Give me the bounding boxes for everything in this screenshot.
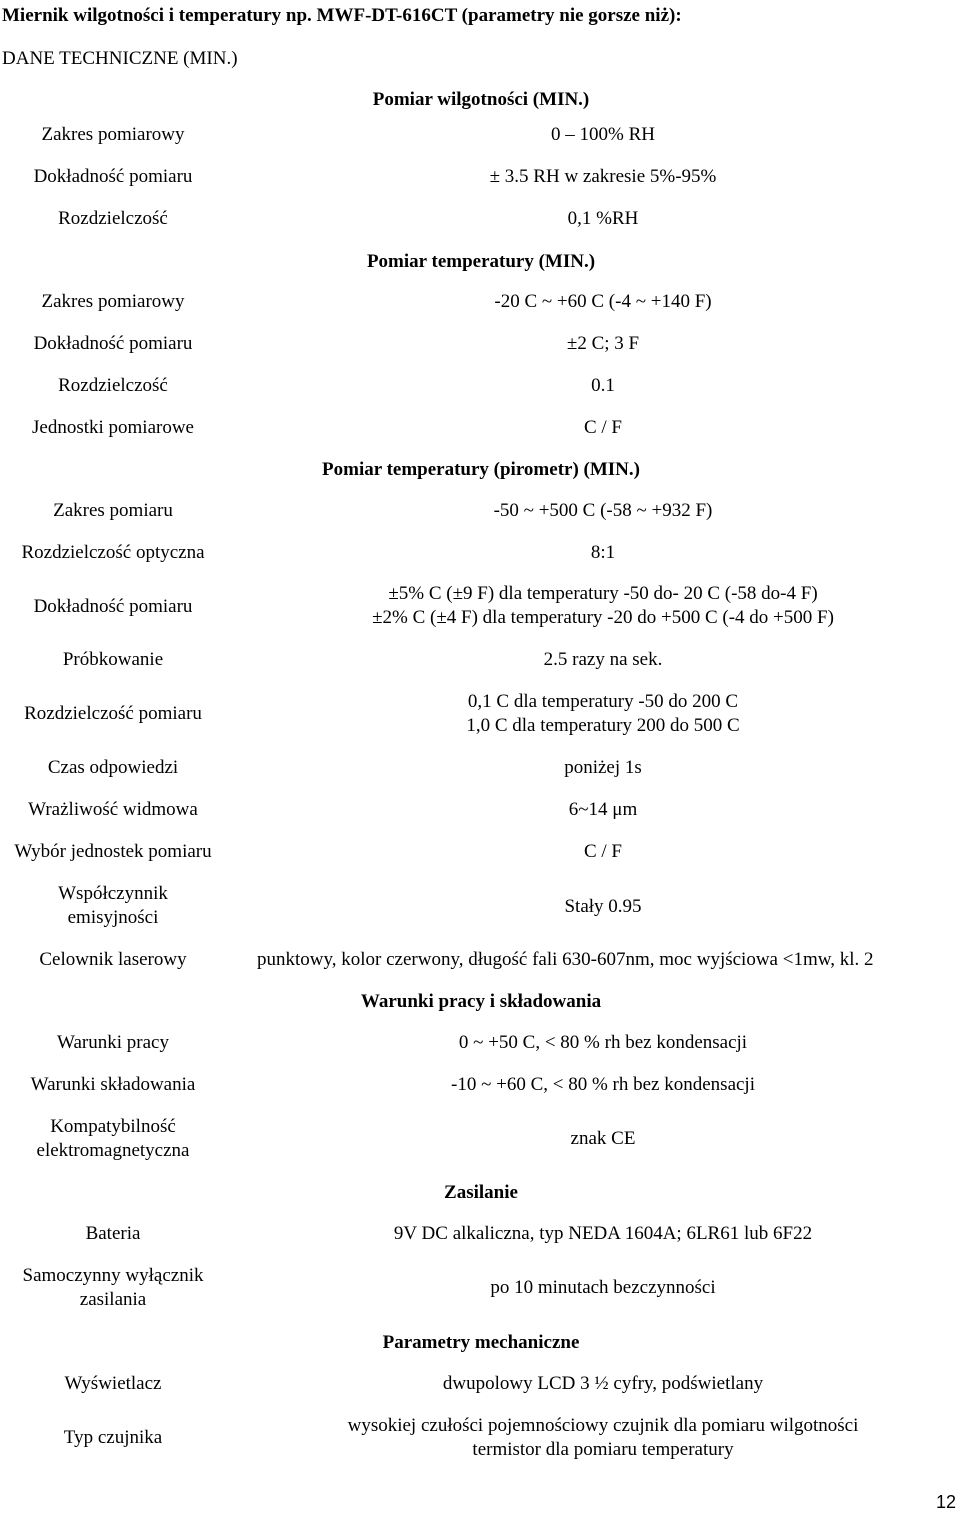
row-label: Wyświetlacz bbox=[64, 1373, 162, 1394]
row-label: Bateria bbox=[85, 1223, 141, 1244]
row-label: Wrażliwość widmowa bbox=[28, 799, 198, 820]
row-label: Zakres pomiaru bbox=[53, 500, 173, 521]
row-label: zasilania bbox=[79, 1289, 147, 1310]
row-label: Typ czujnika bbox=[63, 1427, 163, 1448]
row-value: 0,1 %RH bbox=[567, 208, 639, 229]
row-label: Czas odpowiedzi bbox=[47, 757, 179, 778]
row-label: elektromagnetyczna bbox=[36, 1140, 190, 1161]
row-value: ±5% C (±9 F) dla temperatury -50 do- 20 C (-58 do-4 F) bbox=[388, 583, 818, 604]
row-value: 0,1 C dla temperatury -50 do 200 C bbox=[467, 691, 739, 712]
row-label: Rozdzielczość optyczna bbox=[21, 542, 205, 563]
row-label: Rozdzielczość bbox=[58, 208, 168, 229]
row-label: Rozdzielczość bbox=[58, 375, 168, 396]
row-label: Celownik laserowy bbox=[39, 949, 187, 970]
row-value: 0 – 100% RH bbox=[551, 124, 655, 145]
row-value: Stały 0.95 bbox=[564, 896, 642, 917]
document-title: Miernik wilgotności i temperatury np. MWF-DT-616CT (parametry nie gorsze niż): bbox=[2, 5, 682, 26]
row-label: Próbkowanie bbox=[62, 649, 164, 670]
row-value: C / F bbox=[583, 417, 623, 438]
section-heading-mechanical: Parametry mechaniczne bbox=[382, 1332, 580, 1353]
row-label: Rozdzielczość pomiaru bbox=[24, 703, 202, 724]
row-label: Zakres pomiarowy bbox=[41, 124, 185, 145]
row-value: ± 3.5 RH w zakresie 5%-95% bbox=[489, 166, 717, 187]
row-label: Samoczynny wyłącznik bbox=[22, 1265, 204, 1286]
row-value: 9V DC alkaliczna, typ NEDA 1604A; 6LR61 lub 6F22 bbox=[393, 1223, 813, 1244]
row-label: emisyjności bbox=[67, 907, 159, 928]
row-value: ±2% C (±4 F) dla temperatury -20 do +500 C (-4 do +500 F) bbox=[372, 607, 834, 628]
row-value: wysokiej czułości pojemnościowy czujnik dla pomiaru wilgotności bbox=[347, 1415, 859, 1436]
page-number: 12 bbox=[935, 1492, 956, 1512]
row-value: punktowy, kolor czerwony, długość fali 630-607nm, moc wyjściowa <1mw, kl. 2 bbox=[257, 949, 874, 970]
section-heading-temperature: Pomiar temperatury (MIN.) bbox=[366, 251, 596, 272]
row-value: 0.1 bbox=[591, 375, 615, 396]
section-heading-humidity: Pomiar wilgotności (MIN.) bbox=[372, 89, 590, 110]
row-label: Dokładność pomiaru bbox=[33, 166, 193, 187]
row-label: Jednostki pomiarowe bbox=[31, 417, 195, 438]
row-value: -20 C ~ +60 C (-4 ~ +140 F) bbox=[494, 291, 712, 312]
row-value: dwupolowy LCD 3 ½ cyfry, podświetlany bbox=[442, 1373, 764, 1394]
row-value: 2.5 razy na sek. bbox=[543, 649, 663, 670]
row-label: Dokładność pomiaru bbox=[33, 596, 193, 617]
row-label: Zakres pomiarowy bbox=[41, 291, 185, 312]
row-value: poniżej 1s bbox=[564, 757, 642, 778]
row-value: 6~14 μm bbox=[568, 799, 638, 820]
section-heading-power: Zasilanie bbox=[444, 1182, 518, 1203]
row-value: 1,0 C dla temperatury 200 do 500 C bbox=[466, 715, 740, 736]
row-label: Współczynnik bbox=[58, 883, 168, 904]
row-label: Kompatybilność bbox=[50, 1116, 176, 1137]
section-heading-pyrometer: Pomiar temperatury (pirometr) (MIN.) bbox=[322, 459, 640, 480]
main-heading: DANE TECHNICZNE (MIN.) bbox=[2, 48, 238, 69]
row-value: termistor dla pomiaru temperatury bbox=[472, 1439, 734, 1460]
row-label: Dokładność pomiaru bbox=[33, 333, 193, 354]
row-label: Warunki składowania bbox=[30, 1074, 196, 1095]
row-label: Wybór jednostek pomiaru bbox=[14, 841, 212, 862]
row-value: 0 ~ +50 C, < 80 % rh bez kondensacji bbox=[458, 1032, 748, 1053]
row-value: 8:1 bbox=[590, 542, 616, 563]
section-heading-conditions: Warunki pracy i składowania bbox=[360, 991, 602, 1012]
row-value: C / F bbox=[583, 841, 623, 862]
row-value: po 10 minutach bezczynności bbox=[490, 1277, 716, 1298]
row-value: -10 ~ +60 C, < 80 % rh bez kondensacji bbox=[451, 1074, 755, 1095]
row-value: znak CE bbox=[570, 1128, 636, 1149]
row-label: Warunki pracy bbox=[57, 1032, 169, 1053]
row-value: -50 ~ +500 C (-58 ~ +932 F) bbox=[493, 500, 713, 521]
row-value: ±2 C; 3 F bbox=[566, 333, 640, 354]
